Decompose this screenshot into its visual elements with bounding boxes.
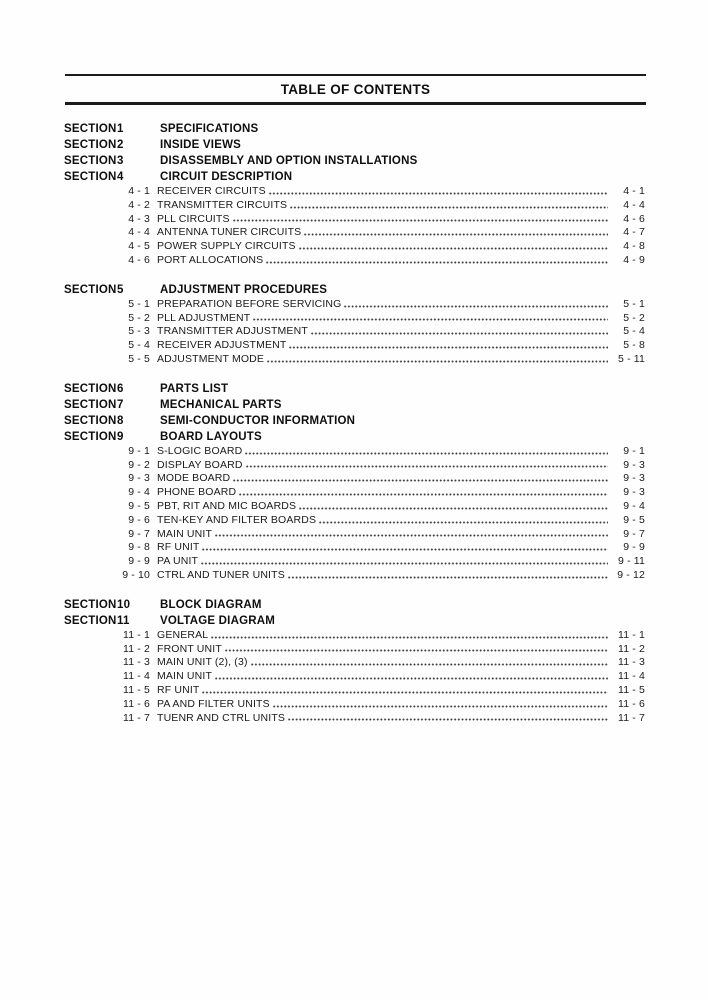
section-heading <box>64 137 645 153</box>
toc-item <box>64 500 645 514</box>
section-title: PARTS LIST <box>160 382 229 395</box>
section-title: BLOCK DIAGRAM <box>160 598 262 611</box>
item-page: 11 - 7 <box>618 711 645 724</box>
section-label: SECTION <box>64 139 117 151</box>
dot-leader <box>233 214 608 224</box>
item-number: 9 - 8 <box>128 541 150 554</box>
item-number: 9 - 5 <box>128 499 150 512</box>
item-number: 4 - 4 <box>128 226 150 239</box>
item-title: TRANSMITTER ADJUSTMENT <box>157 325 308 338</box>
section-title: MECHANICAL PARTS <box>160 398 282 411</box>
toc-item <box>64 712 645 726</box>
section-items <box>64 298 645 367</box>
section-number: 9 <box>117 430 124 443</box>
section-heading <box>64 282 645 298</box>
item-title: POWER SUPPLY CIRCUITS <box>157 240 296 253</box>
item-number: 5 - 4 <box>128 339 150 352</box>
dot-leader <box>344 300 608 310</box>
item-title: ADJUSTMENT MODE <box>157 352 265 365</box>
item-page: 9 - 3 <box>623 472 645 485</box>
page-title: TABLE OF CONTENTS <box>280 82 431 97</box>
section-label: SECTION <box>64 123 117 135</box>
toc-section-9 <box>64 429 645 583</box>
item-number: 11 - 5 <box>123 683 150 696</box>
dot-leader <box>245 447 608 457</box>
item-number: 4 - 2 <box>128 198 150 211</box>
item-title: PA AND FILTER UNITS <box>157 697 270 710</box>
toc-item <box>64 670 645 684</box>
item-title: PLL ADJUSTMENT <box>157 311 251 324</box>
item-page: 11 - 1 <box>618 628 645 641</box>
item-page: 11 - 6 <box>618 697 645 710</box>
item-page: 5 - 8 <box>623 339 645 352</box>
toc-section-6 <box>64 381 645 397</box>
item-title: DISPLAY BOARD <box>157 458 243 471</box>
section-number: 7 <box>117 398 124 411</box>
section-heading <box>64 397 645 413</box>
item-title: MAIN UNIT <box>157 527 213 540</box>
item-page: 9 - 9 <box>623 541 645 554</box>
toc-item <box>64 528 645 542</box>
item-page: 9 - 3 <box>623 458 645 471</box>
item-number: 11 - 2 <box>123 642 150 655</box>
item-number: 9 - 6 <box>128 513 150 526</box>
header-rule-bottom <box>65 102 646 105</box>
toc-item <box>64 555 645 569</box>
item-number: 5 - 3 <box>128 325 150 338</box>
toc-item <box>64 353 645 367</box>
dot-leader <box>273 700 608 710</box>
dot-leader <box>211 631 608 641</box>
item-page: 5 - 4 <box>623 325 645 338</box>
dot-leader <box>233 474 608 484</box>
dot-leader <box>311 327 608 337</box>
dot-leader <box>266 256 608 266</box>
item-title: PLL CIRCUITS <box>157 212 230 225</box>
item-page: 11 - 5 <box>618 683 645 696</box>
item-page: 4 - 8 <box>623 240 645 253</box>
item-number: 4 - 1 <box>128 185 150 197</box>
section-number: 4 <box>117 171 124 183</box>
item-number: 5 - 5 <box>128 352 150 365</box>
item-number: 5 - 2 <box>128 311 150 324</box>
toc-item <box>64 240 645 254</box>
dot-leader <box>304 228 608 238</box>
toc-item <box>64 698 645 712</box>
toc-section-2 <box>64 137 645 153</box>
item-number: 11 - 7 <box>123 711 150 724</box>
toc-section-3 <box>64 153 645 169</box>
item-page: 9 - 3 <box>623 486 645 499</box>
toc-list <box>64 121 645 725</box>
section-heading <box>64 169 645 185</box>
toc-item <box>64 312 645 326</box>
section-label: SECTION <box>64 398 117 411</box>
toc-item <box>64 226 645 240</box>
item-page: 9 - 7 <box>623 527 645 540</box>
dot-leader <box>202 686 608 696</box>
item-page: 4 - 7 <box>623 226 645 239</box>
dot-leader <box>319 516 608 526</box>
toc-item <box>64 298 645 312</box>
item-number: 9 - 2 <box>128 458 150 471</box>
item-page: 11 - 3 <box>618 656 645 669</box>
item-page: 4 - 1 <box>623 185 645 197</box>
item-number: 11 - 6 <box>123 697 150 710</box>
section-label: SECTION <box>64 382 117 395</box>
section-label: SECTION <box>64 155 117 167</box>
dot-leader <box>251 658 608 668</box>
item-page: 4 - 6 <box>623 212 645 225</box>
section-items <box>64 629 645 726</box>
dot-leader <box>215 529 608 539</box>
section-title: VOLTAGE DIAGRAM <box>160 614 276 627</box>
item-title: TUENR AND CTRL UNITS <box>157 711 286 724</box>
section-number: 8 <box>117 414 124 427</box>
item-title: RECEIVER ADJUSTMENT <box>157 339 287 352</box>
dot-leader <box>290 201 608 211</box>
section-heading <box>64 153 645 169</box>
toc-item <box>64 254 645 268</box>
dot-leader <box>239 488 608 498</box>
item-page: 11 - 4 <box>618 670 645 683</box>
item-page: 4 - 4 <box>623 198 645 211</box>
section-items <box>64 185 645 268</box>
item-number: 11 - 4 <box>123 670 150 683</box>
dot-leader <box>288 713 608 723</box>
item-page: 9 - 12 <box>617 568 645 581</box>
section-title: ADJUSTMENT PROCEDURES <box>160 283 328 296</box>
dot-leader <box>253 313 608 323</box>
section-number: 2 <box>117 139 124 151</box>
toc-item <box>64 472 645 486</box>
toc-section-5 <box>64 282 645 367</box>
toc-item <box>64 445 645 459</box>
item-number: 4 - 3 <box>128 212 150 225</box>
toc-item <box>64 213 645 227</box>
item-title: TRANSMITTER CIRCUITS <box>157 198 288 211</box>
item-number: 4 - 5 <box>128 240 150 253</box>
section-number: 6 <box>117 382 124 395</box>
item-number: 9 - 3 <box>128 472 150 485</box>
item-number: 4 - 6 <box>128 253 150 266</box>
section-title: BOARD LAYOUTS <box>160 430 262 443</box>
item-title: MODE BOARD <box>157 472 231 485</box>
item-number: 9 - 10 <box>122 568 150 581</box>
dot-leader <box>201 557 608 567</box>
item-number: 9 - 4 <box>128 486 150 499</box>
dot-leader <box>269 187 608 197</box>
section-heading <box>64 121 645 137</box>
section-number: 10 <box>117 598 131 611</box>
dot-leader <box>289 341 608 351</box>
item-title: RF UNIT <box>157 541 200 554</box>
toc-item <box>64 199 645 213</box>
dot-leader <box>288 571 608 581</box>
toc-section-7 <box>64 397 645 413</box>
item-title: GENERAL <box>157 628 209 641</box>
item-title: S-LOGIC BOARD <box>157 444 243 457</box>
item-number: 9 - 1 <box>128 444 150 457</box>
toc-item <box>64 339 645 353</box>
section-label: SECTION <box>64 598 117 611</box>
item-title: FRONT UNIT <box>157 642 222 655</box>
section-number: 11 <box>117 614 130 627</box>
dot-leader <box>267 355 608 365</box>
item-number: 9 - 7 <box>128 527 150 540</box>
section-number: 3 <box>117 155 124 167</box>
item-title: PORT ALLOCATIONS <box>157 253 264 266</box>
dot-leader <box>215 672 608 682</box>
item-page: 4 - 9 <box>623 253 645 266</box>
item-title: RF UNIT <box>157 683 200 696</box>
item-page: 9 - 5 <box>623 513 645 526</box>
toc-item <box>64 541 645 555</box>
section-title: SPECIFICATIONS <box>160 123 259 135</box>
dot-leader <box>225 644 608 654</box>
section-heading <box>64 429 645 445</box>
item-title: ANTENNA TUNER CIRCUITS <box>157 226 302 239</box>
section-label: SECTION <box>64 614 117 627</box>
toc-item <box>64 643 645 657</box>
section-title: SEMI-CONDUCTOR INFORMATION <box>160 414 356 427</box>
toc-item <box>64 486 645 500</box>
toc-section-11 <box>64 613 645 726</box>
item-title: RECEIVER CIRCUITS <box>157 185 266 197</box>
section-number: 5 <box>117 283 124 296</box>
section-label: SECTION <box>64 283 117 296</box>
item-title: TEN-KEY AND FILTER BOARDS <box>157 513 317 526</box>
dot-leader <box>299 242 608 252</box>
dot-leader <box>299 502 608 512</box>
item-page: 5 - 2 <box>623 311 645 324</box>
toc-item <box>64 514 645 528</box>
item-page: 11 - 2 <box>618 642 645 655</box>
toc-item <box>64 656 645 670</box>
item-title: PBT, RIT AND MIC BOARDS <box>157 499 297 512</box>
section-title: CIRCUIT DESCRIPTION <box>160 171 293 183</box>
section-heading <box>64 381 645 397</box>
item-number: 11 - 1 <box>123 628 150 641</box>
dot-leader <box>202 543 608 553</box>
section-title: INSIDE VIEWS <box>160 139 241 151</box>
section-label: SECTION <box>64 430 117 443</box>
section-label: SECTION <box>64 414 117 427</box>
toc-item <box>64 569 645 583</box>
item-page: 5 - 11 <box>618 352 645 365</box>
item-page: 5 - 1 <box>623 297 645 310</box>
item-number: 11 - 3 <box>123 656 150 669</box>
item-title: PHONE BOARD <box>157 486 237 499</box>
dot-leader <box>246 460 608 470</box>
toc-item <box>64 629 645 643</box>
item-page: 9 - 11 <box>618 555 645 568</box>
item-number: 9 - 9 <box>128 555 150 568</box>
section-number: 1 <box>117 123 124 135</box>
section-heading <box>64 597 645 613</box>
toc-item <box>64 185 645 199</box>
section-title: DISASSEMBLY AND OPTION INSTALLATIONS <box>160 155 418 167</box>
section-heading <box>64 613 645 629</box>
toc-item <box>64 684 645 698</box>
section-heading <box>64 413 645 429</box>
item-title: MAIN UNIT (2), (3) <box>157 656 248 669</box>
toc-item <box>64 459 645 473</box>
toc-header <box>65 74 646 105</box>
section-label: SECTION <box>64 171 117 183</box>
toc-section-8 <box>64 413 645 429</box>
item-title: PREPARATION BEFORE SERVICING <box>157 297 342 310</box>
item-title: MAIN UNIT <box>157 670 213 683</box>
toc-item <box>64 325 645 339</box>
item-page: 9 - 1 <box>623 444 645 457</box>
toc-section-4 <box>64 169 645 268</box>
item-number: 5 - 1 <box>128 297 150 310</box>
item-page: 9 - 4 <box>623 499 645 512</box>
toc-section-1 <box>64 121 645 137</box>
section-items <box>64 445 645 583</box>
item-title: CTRL AND TUNER UNITS <box>157 568 285 581</box>
toc-section-10 <box>64 597 645 613</box>
item-title: PA UNIT <box>157 555 199 568</box>
